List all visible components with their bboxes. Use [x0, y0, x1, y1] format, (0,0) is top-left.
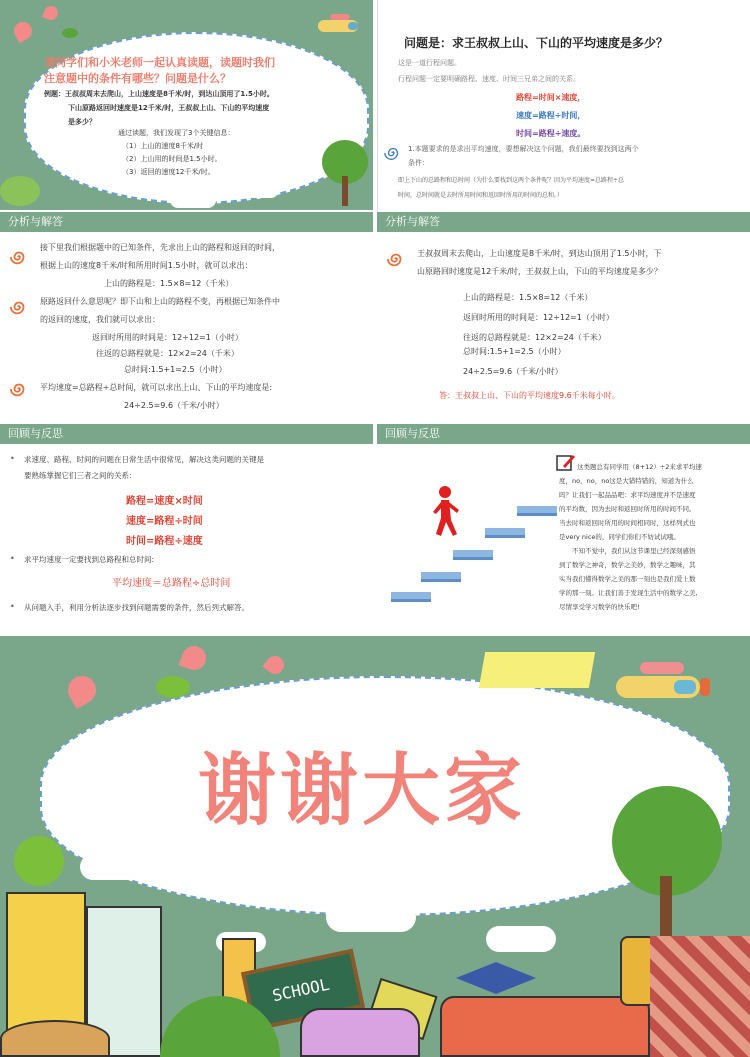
slide-2-line-1: 这是一道行程问题。	[398, 59, 461, 67]
clover-icon	[14, 836, 64, 886]
slide-1-example-1: 例题：王叔叔周末去爬山，上山速度是8千米/时，到达山顶用了1.5小时。	[44, 90, 274, 98]
stair-step	[517, 506, 557, 516]
flower-icon	[42, 4, 60, 22]
slide-2-line-2: 行程问题一定要明确路程、速度、时间三兄弟之间的关系。	[398, 75, 580, 83]
thank-you-title: 谢谢大家	[198, 746, 527, 836]
slide-2-formula-1	[516, 92, 585, 103]
slide-3[interactable]	[0, 212, 373, 422]
slide-3-p1-2: 根据上山的速度8千米/时和所用时间1.5小时，就可以求出：	[40, 261, 253, 270]
slide-1-item-1: （1）上山的速度8千米/时	[122, 142, 204, 150]
slide-4-eq-3: 往返的总路程就是：12×2=24（千米）	[463, 333, 606, 342]
formula-distance: 路程=时间×速度，	[516, 93, 586, 102]
slide-4-eq-2: 返回时所用的时间是：12÷12=1（小时）	[463, 313, 614, 322]
slide-6-text-5: 当去时和返回时所用的时间相同时，这样列式也	[559, 519, 696, 527]
slide-1[interactable]	[0, 0, 373, 210]
flower-icon	[262, 652, 287, 677]
slide-4[interactable]	[377, 212, 750, 422]
flower-icon	[63, 671, 101, 709]
slide-1-item-3: （3）返回的速度12千米/时。	[122, 168, 215, 176]
stair-step	[453, 550, 493, 560]
slide-3-p2-2: 的返回的速度，我们就可以求出：	[40, 315, 160, 324]
slide-7[interactable]	[0, 636, 750, 1057]
bullet-icon: •	[10, 554, 15, 563]
slide-3-p1-1: 接下里我们根据题中的已知条件，先求出上山的路程和返回的时间，	[40, 243, 280, 252]
stair-step	[421, 572, 461, 582]
swirl-icon	[384, 144, 402, 162]
swirl-icon	[10, 248, 28, 266]
slide-6-text-11: 尽情享受学习数学的快乐吧!	[559, 603, 640, 611]
picnic-cloth	[650, 936, 750, 1057]
cloud-icon	[80, 854, 160, 880]
slide-2[interactable]	[377, 0, 750, 210]
slide-5-b2: 求平均速度一定要找到总路程和总时间:	[24, 555, 155, 564]
slide-6-text-10: 学的那一刻。让我们善于发现生活中的数学之美,	[559, 589, 698, 597]
slide-6-text-6: 是very nice的，同学们你们不妨试试哦。	[559, 533, 680, 541]
tree-trunk	[342, 176, 348, 206]
slide-6-text-7: 不知不觉中，我们从这节课里已经深刻感悟	[559, 547, 696, 555]
slide-6[interactable]	[377, 424, 750, 634]
slide-1-heading-2: 注意题中的条件有哪些？问题是什么？	[44, 72, 231, 85]
slide-6-text-4: 的平均数，因为去时和返回时所用的时间不同。	[559, 505, 696, 513]
slide-3-eq-4: 总时间:1.5+1=2.5（小时）	[124, 365, 227, 374]
slide-1-intro: 通过读题，我们发现了3个关键信息：	[118, 129, 235, 137]
slide-6-text-8: 到了数学之神奇，数学之美妙，数学之趣味，其	[559, 561, 696, 569]
slide-3-p2-1: 原路返回什么意思呢？即下山和上山的路程不变，再根据已知条件中	[40, 297, 280, 306]
bullet-icon: •	[10, 454, 15, 463]
toy-car-icon	[300, 1008, 420, 1057]
slide-5-b3: 从问题入手，利用分析法逐步找到问题需要的条件，然后列式解答。	[24, 603, 249, 612]
slide-6-text-9: 实当我们懂得数学之美的那一刻也是我们爱上数	[559, 575, 696, 583]
swirl-icon	[10, 298, 28, 316]
slide-3-eq-5: 24÷2.5=9.6（千米/小时）	[124, 401, 224, 410]
slide-5-formula-2: 速度=路程÷时间	[126, 516, 203, 527]
slide-4-title-bar: 分析与解答	[377, 212, 750, 232]
slide-2-note-2: 条件：	[408, 159, 429, 167]
slide-5-formula-1: 路程=速度×时间	[126, 496, 203, 507]
slide-2-note-1: 1.本题要求的是求出平均速度，要想解决这个问题，我们最终要找到这两个	[408, 145, 639, 153]
airplane-icon	[616, 656, 716, 716]
stair-step	[485, 528, 525, 538]
flower-icon	[11, 19, 36, 44]
cloud-icon	[326, 902, 416, 932]
slide-6-text-3: 吗？让我们一起品品吧：求平均速度并不是速度	[559, 491, 696, 499]
slide-4-answer: 答：王叔叔上山、下山的平均速度9.6千米每小时。	[439, 391, 620, 400]
slide-2-note2-2: 时间，总时间就是去时所用时间和返回时所用的时间的总和。）	[398, 192, 564, 199]
slide-3-p3: 平均速度=总路程÷总时间，就可以求出上山、下山的平均速度是:	[40, 383, 273, 392]
cloud-icon	[170, 192, 216, 208]
slide-4-eq-5: 24÷2.5=9.6（千米/小时）	[463, 367, 563, 376]
slide-5-title-bar: 回顾与反思	[0, 424, 373, 444]
slide-4-p1-2: 山原路回时速度是12千米/时，王叔叔上山，下山的平均速度是多少？	[417, 267, 662, 276]
slide-5-b1-2: 要熟练掌握它们三者之间的关系：	[24, 471, 137, 480]
slide-3-title-bar: 分析与解答	[0, 212, 373, 232]
leaf-icon	[156, 676, 190, 698]
basket-icon	[0, 1020, 110, 1057]
cloud-icon	[242, 184, 278, 198]
toy-train-icon	[440, 996, 650, 1057]
formula-time: 时间=路程÷速度。	[516, 129, 586, 138]
cloud-icon	[486, 926, 556, 952]
slide-1-item-2: （2）上山用的时间是1.5小时。	[122, 155, 222, 163]
pencil-icon	[555, 452, 577, 474]
slide-3-eq-1: 上山的路程是：1.5×8=12（千米）	[104, 279, 234, 288]
slide-2-note2-1: 即上下山的总路程和总时间（为什么要找到这两个条件呢？因为平均速度=总路程÷总	[398, 177, 625, 184]
slide-2-question: 问题是：求王叔叔上山、下山的平均速度是多少？	[404, 36, 669, 50]
airplane-icon	[318, 12, 364, 38]
slide-4-p1-1: 王叔叔周末去爬山，上山速度是8千米/时，到达山顶用了1.5小时，下	[417, 249, 662, 258]
stair-step	[391, 592, 431, 602]
bullet-icon: •	[10, 602, 15, 611]
swirl-icon	[10, 380, 28, 398]
bush-icon	[0, 176, 40, 206]
slide-4-eq-4: 总时间:1.5+1=2.5（小时）	[463, 347, 566, 356]
climbing-person-icon	[427, 484, 467, 548]
slide-6-text-1: 这类题总有同学用（8+12）÷2来求平均速	[577, 463, 702, 471]
slide-2-formula-3	[516, 128, 585, 139]
slide-5[interactable]	[0, 424, 373, 634]
slide-3-eq-3: 往返的总路程就是：12×2=24（千米）	[96, 349, 239, 358]
slide-2-formula-2	[516, 110, 585, 121]
flower-icon	[179, 643, 210, 674]
slide-1-heading-1: 请同学们和小米老师一起认真读题，读题时我们	[44, 56, 275, 69]
slide-1-example-3: 是多少？	[68, 118, 96, 126]
flag-icon	[479, 652, 595, 688]
school-sign-text: SCHOOL	[270, 974, 332, 1006]
slide-5-formula-4: 平均速度＝总路程÷总时间	[112, 578, 231, 589]
slide-5-formula-3: 时间=路程÷速度	[126, 536, 203, 547]
leaf-icon	[62, 28, 78, 38]
slide-3-eq-2: 返回时所用的时间是：12÷12=1（小时）	[92, 333, 243, 342]
slide-4-eq-1: 上山的路程是：1.5×8=12（千米）	[463, 293, 593, 302]
swirl-icon	[387, 250, 405, 268]
slide-1-example-2: 下山原路返回时速度是12千米/时，王叔叔上山、下山的平均速度	[68, 104, 270, 112]
slide-5-b1-1: 求速度、路程、时间的问题在日常生活中很常见，解决这类问题的关键是	[24, 455, 264, 464]
formula-speed: 速度=路程÷时间，	[516, 111, 586, 120]
slide-6-title-bar: 回顾与反思	[377, 424, 750, 444]
slide-6-text-2: 度，no，no，no这是大错特错的，知道为什么	[559, 477, 694, 485]
